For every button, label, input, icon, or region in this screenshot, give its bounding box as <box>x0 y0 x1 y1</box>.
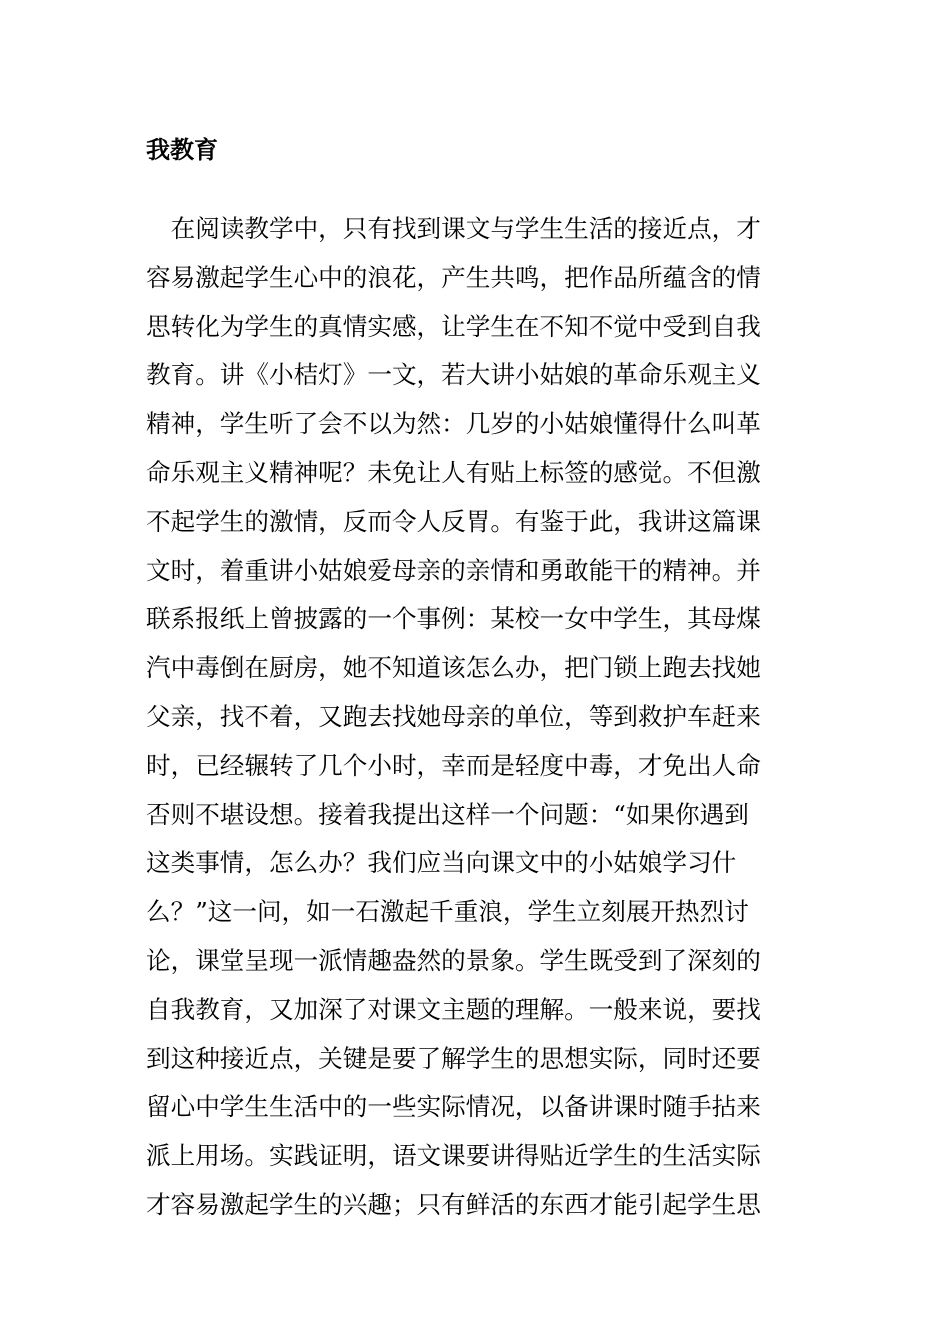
text-line: 教育。讲《小桔灯》一文，若大讲小姑娘的革命乐观主义 <box>146 360 761 390</box>
text-line: 容易激起学生心中的浪花，产生共鸣，把作品所蕴含的情 <box>146 262 761 292</box>
text-line: 精神，学生听了会不以为然：几岁的小姑娘懂得什么叫革 <box>146 409 761 439</box>
text-line: 论，课堂呈现一派情趣盎然的景象。学生既受到了深刻的 <box>146 945 761 975</box>
text-line: 联系报纸上曾披露的一个事例：某校一女中学生，其母煤 <box>146 604 761 634</box>
text-line: 派上用场。实践证明，语文课要讲得贴近学生的生活实际 <box>146 1141 761 1171</box>
text-line: 自我教育，又加深了对课文主题的理解。一般来说，要找 <box>146 994 761 1024</box>
body-paragraph <box>146 205 816 1230</box>
text-line: 留心中学生生活中的一些实际情况，以备讲课时随手拈来 <box>146 1092 761 1122</box>
text-line: 才容易激起学生的兴趣；只有鲜活的东西才能引起学生思 <box>146 1189 761 1219</box>
text-line: 思转化为学生的真情实感，让学生在不知不觉中受到自我 <box>146 311 761 341</box>
text-line: 在阅读教学中，只有找到课文与学生生活的接近点，才 <box>146 214 761 243</box>
text-line: 不起学生的激情，反而令人反胃。有鉴于此，我讲这篇课 <box>146 506 761 536</box>
text-line: 汽中毒倒在厨房，她不知道该怎么办，把门锁上跑去找她 <box>146 653 761 683</box>
text-line: 父亲，找不着，又跑去找她母亲的单位，等到救护车赶来 <box>146 701 761 731</box>
text-line: 么？”这一问，如一石激起千重浪，学生立刻展开热烈讨 <box>146 897 749 927</box>
text-line: 到这种接近点，关键是要了解学生的思想实际，同时还要 <box>146 1043 761 1073</box>
text-line: 文时，着重讲小姑娘爱母亲的亲情和勇敢能干的精神。并 <box>146 555 761 585</box>
text-line: 时，已经辗转了几个小时，幸而是轻度中毒，才免出人命 <box>146 750 761 780</box>
text-line: 这类事情，怎么办？我们应当向课文中的小姑娘学习什 <box>146 848 737 878</box>
section-heading: 我教育 <box>146 135 218 164</box>
text-line: 否则不堪设想。接着我提出这样一个问题：“如果你遇到 <box>146 799 749 829</box>
text-line: 命乐观主义精神呢？未免让人有贴上标签的感觉。不但激 <box>146 457 761 487</box>
